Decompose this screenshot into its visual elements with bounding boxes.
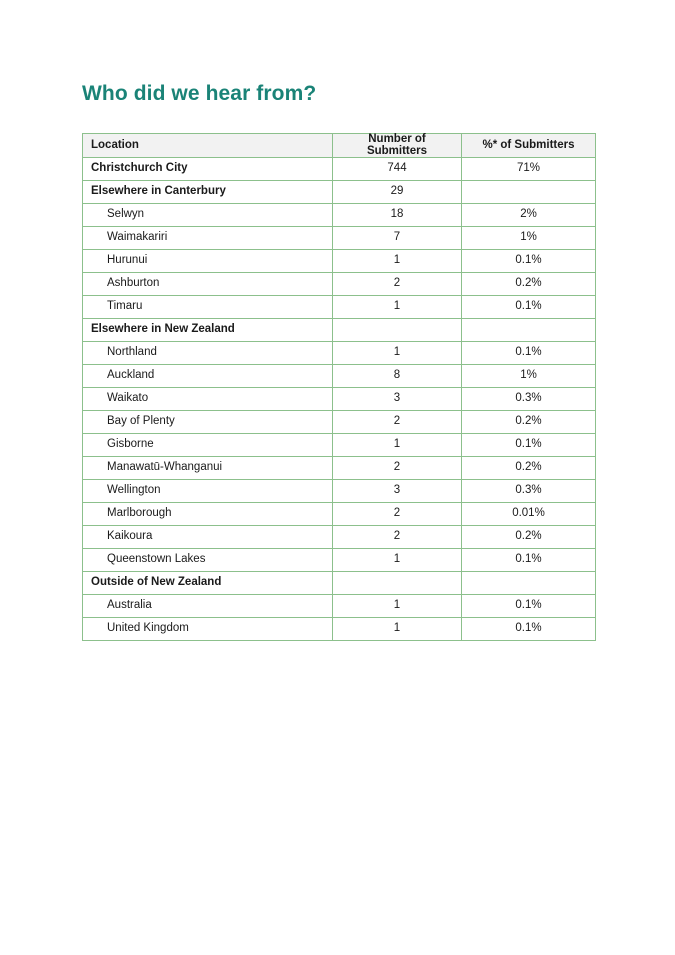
percent-cell: 1% <box>462 365 596 388</box>
percent-cell: 0.1% <box>462 549 596 572</box>
number-cell: 1 <box>333 549 462 572</box>
percent-cell: 0.01% <box>462 503 596 526</box>
number-cell: 1 <box>333 250 462 273</box>
percent-cell: 1% <box>462 227 596 250</box>
number-cell: 3 <box>333 388 462 411</box>
header-row <box>83 134 596 158</box>
table-row <box>83 457 596 480</box>
location-cell: United Kingdom <box>83 618 333 641</box>
percent-cell: 0.1% <box>462 434 596 457</box>
location-cell: Outside of New Zealand <box>83 572 333 595</box>
table-row <box>83 434 596 457</box>
column-header-percent: %* of Submitters <box>462 134 596 158</box>
percent-cell <box>462 181 596 204</box>
percent-cell: 0.3% <box>462 388 596 411</box>
column-header-number: Number of Submitters <box>333 134 462 158</box>
location-cell: Selwyn <box>83 204 333 227</box>
table-row <box>83 227 596 250</box>
table-group-row <box>83 319 596 342</box>
number-cell: 3 <box>333 480 462 503</box>
number-cell: 18 <box>333 204 462 227</box>
location-cell: Ashburton <box>83 273 333 296</box>
percent-cell: 0.1% <box>462 618 596 641</box>
number-cell: 2 <box>333 503 462 526</box>
table-row <box>83 549 596 572</box>
table-group-row <box>83 572 596 595</box>
table-group-row <box>83 158 596 181</box>
table-row <box>83 273 596 296</box>
location-cell: Kaikoura <box>83 526 333 549</box>
location-cell: Christchurch City <box>83 158 333 181</box>
percent-cell <box>462 319 596 342</box>
percent-cell: 2% <box>462 204 596 227</box>
location-cell: Marlborough <box>83 503 333 526</box>
table-row <box>83 595 596 618</box>
table-row <box>83 618 596 641</box>
table-row <box>83 365 596 388</box>
number-cell: 1 <box>333 296 462 319</box>
percent-cell: 0.2% <box>462 457 596 480</box>
location-cell: Auckland <box>83 365 333 388</box>
table-row <box>83 342 596 365</box>
table-row <box>83 388 596 411</box>
location-cell: Waimakariri <box>83 227 333 250</box>
location-cell: Timaru <box>83 296 333 319</box>
location-cell: Wellington <box>83 480 333 503</box>
number-cell: 8 <box>333 365 462 388</box>
percent-cell: 0.1% <box>462 250 596 273</box>
percent-cell: 0.2% <box>462 526 596 549</box>
location-cell: Queenstown Lakes <box>83 549 333 572</box>
column-header-location: Location <box>83 134 333 158</box>
location-cell: Bay of Plenty <box>83 411 333 434</box>
location-cell: Elsewhere in Canterbury <box>83 181 333 204</box>
location-cell: Northland <box>83 342 333 365</box>
number-cell <box>333 319 462 342</box>
percent-cell: 0.1% <box>462 342 596 365</box>
location-cell: Elsewhere in New Zealand <box>83 319 333 342</box>
table-header <box>83 134 596 158</box>
percent-cell: 0.2% <box>462 411 596 434</box>
percent-cell <box>462 572 596 595</box>
number-cell: 2 <box>333 526 462 549</box>
number-cell: 2 <box>333 273 462 296</box>
table-group-row <box>83 181 596 204</box>
number-cell: 2 <box>333 411 462 434</box>
table-row <box>83 480 596 503</box>
table-row <box>83 411 596 434</box>
location-cell: Manawatū-Whanganui <box>83 457 333 480</box>
number-cell: 1 <box>333 618 462 641</box>
number-cell: 2 <box>333 457 462 480</box>
number-cell: 1 <box>333 595 462 618</box>
table-row <box>83 526 596 549</box>
table-row <box>83 503 596 526</box>
location-cell: Waikato <box>83 388 333 411</box>
percent-cell: 71% <box>462 158 596 181</box>
number-cell: 1 <box>333 342 462 365</box>
location-cell: Gisborne <box>83 434 333 457</box>
location-cell: Hurunui <box>83 250 333 273</box>
number-cell <box>333 572 462 595</box>
location-cell: Australia <box>83 595 333 618</box>
submitters-table <box>82 133 596 641</box>
table-row <box>83 204 596 227</box>
percent-cell: 0.1% <box>462 595 596 618</box>
table-row <box>83 296 596 319</box>
number-cell: 7 <box>333 227 462 250</box>
percent-cell: 0.2% <box>462 273 596 296</box>
table-body <box>83 158 596 641</box>
table-row <box>83 250 596 273</box>
number-cell: 744 <box>333 158 462 181</box>
percent-cell: 0.3% <box>462 480 596 503</box>
percent-cell: 0.1% <box>462 296 596 319</box>
number-cell: 1 <box>333 434 462 457</box>
page-title: Who did we hear from? <box>82 82 317 105</box>
number-cell: 29 <box>333 181 462 204</box>
